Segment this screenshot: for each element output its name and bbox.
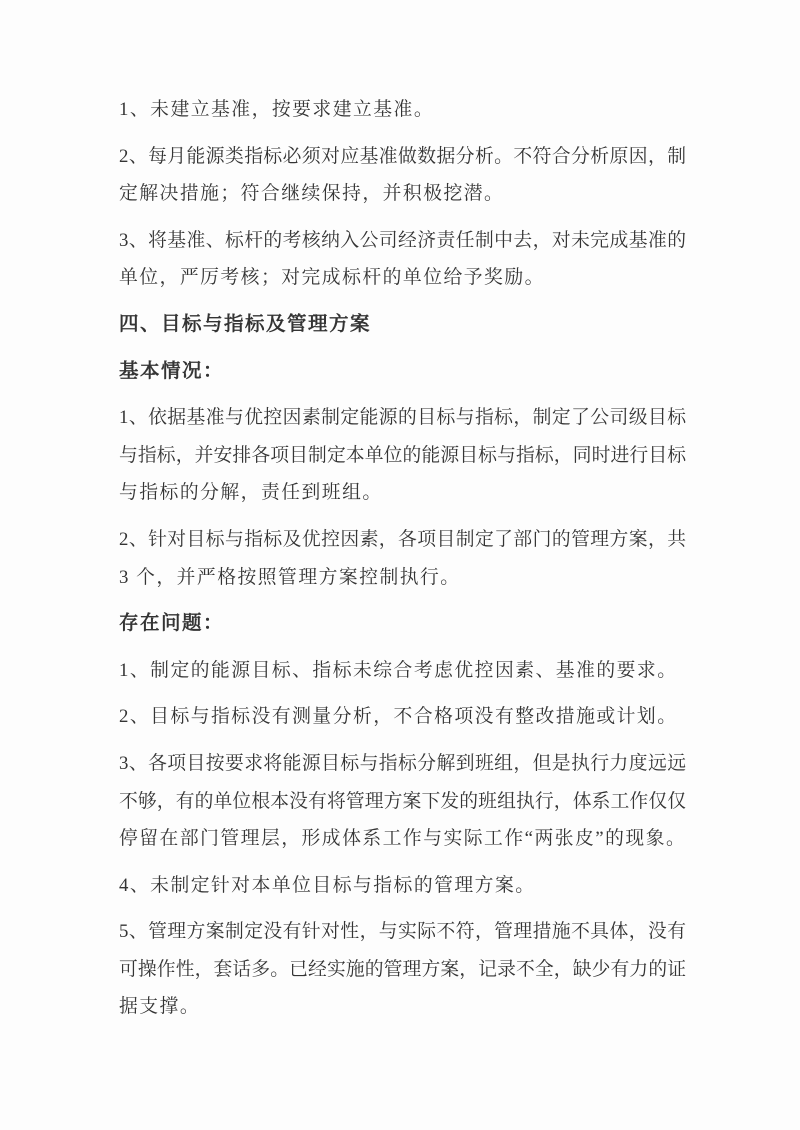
- text-line: 不够，有的单位根本没有将管理方案下发的班组执行，体系工作仅仅: [119, 790, 686, 812]
- text-line: 4、未制定针对本单位目标与指标的管理方案。: [119, 874, 536, 896]
- text-line: 据支撑。: [119, 996, 201, 1018]
- text-line: 与指标，并安排各项目制定本单位的能源目标与指标，同时进行目标: [119, 444, 686, 466]
- paragraph: [119, 652, 686, 690]
- text-line: 1、依据基准与优控因素制定能源的目标与指标，制定了公司级目标: [119, 407, 686, 429]
- paragraph: [119, 222, 686, 297]
- paragraph: [119, 399, 686, 512]
- paragraph: [119, 745, 686, 858]
- paragraph: [119, 521, 686, 596]
- text-line: 5、管理方案制定没有针对性，与实际不符，管理措施不具体，没有: [119, 921, 686, 943]
- text-line: 1、制定的能源目标、指标未综合考虑优控因素、基准的要求。: [119, 659, 678, 681]
- text-line: 2、目标与指标没有测量分析，不合格项没有整改措施或计划。: [119, 706, 678, 728]
- paragraph: [119, 698, 686, 736]
- text-line: 基本情况：: [119, 360, 225, 382]
- paragraph: [119, 91, 686, 129]
- text-line: 3 个，并严格按照管理方案控制执行。: [119, 566, 461, 588]
- text-line: 存在问题：: [119, 613, 225, 635]
- text-line: 2、每月能源类指标必须对应基准做数据分析。不符合分析原因，制: [119, 145, 686, 167]
- text-line: 四、目标与指标及管理方案: [119, 313, 372, 335]
- heading: [119, 605, 686, 643]
- paragraph: [119, 913, 686, 1026]
- text-line: 2、针对目标与指标及优控因素，各项目制定了部门的管理方案，共: [119, 528, 686, 550]
- heading: [119, 306, 686, 344]
- text-line: 1、未建立基准，按要求建立基准。: [119, 99, 435, 120]
- paragraph: [119, 138, 686, 213]
- text-line: 可操作性，套话多。已经实施的管理方案，记录不全，缺少有力的证: [119, 958, 686, 980]
- paragraph: [119, 867, 686, 905]
- text-line: 停留在部门管理层，形成体系工作与实际工作“两张皮”的现象。: [119, 828, 686, 850]
- heading: [119, 353, 686, 391]
- text-line: 单位，严厉考核；对完成标杆的单位给予奖励。: [119, 267, 545, 289]
- text-line: 3、各项目按要求将能源目标与指标分解到班组，但是执行力度远远: [119, 752, 686, 774]
- text-line: 与指标的分解，责任到班组。: [119, 482, 383, 504]
- text-line: 定解决措施；符合继续保持，并积极挖潜。: [119, 183, 505, 205]
- text-line: 3、将基准、标杆的考核纳入公司经济责任制中去，对未完成基准的: [119, 229, 686, 251]
